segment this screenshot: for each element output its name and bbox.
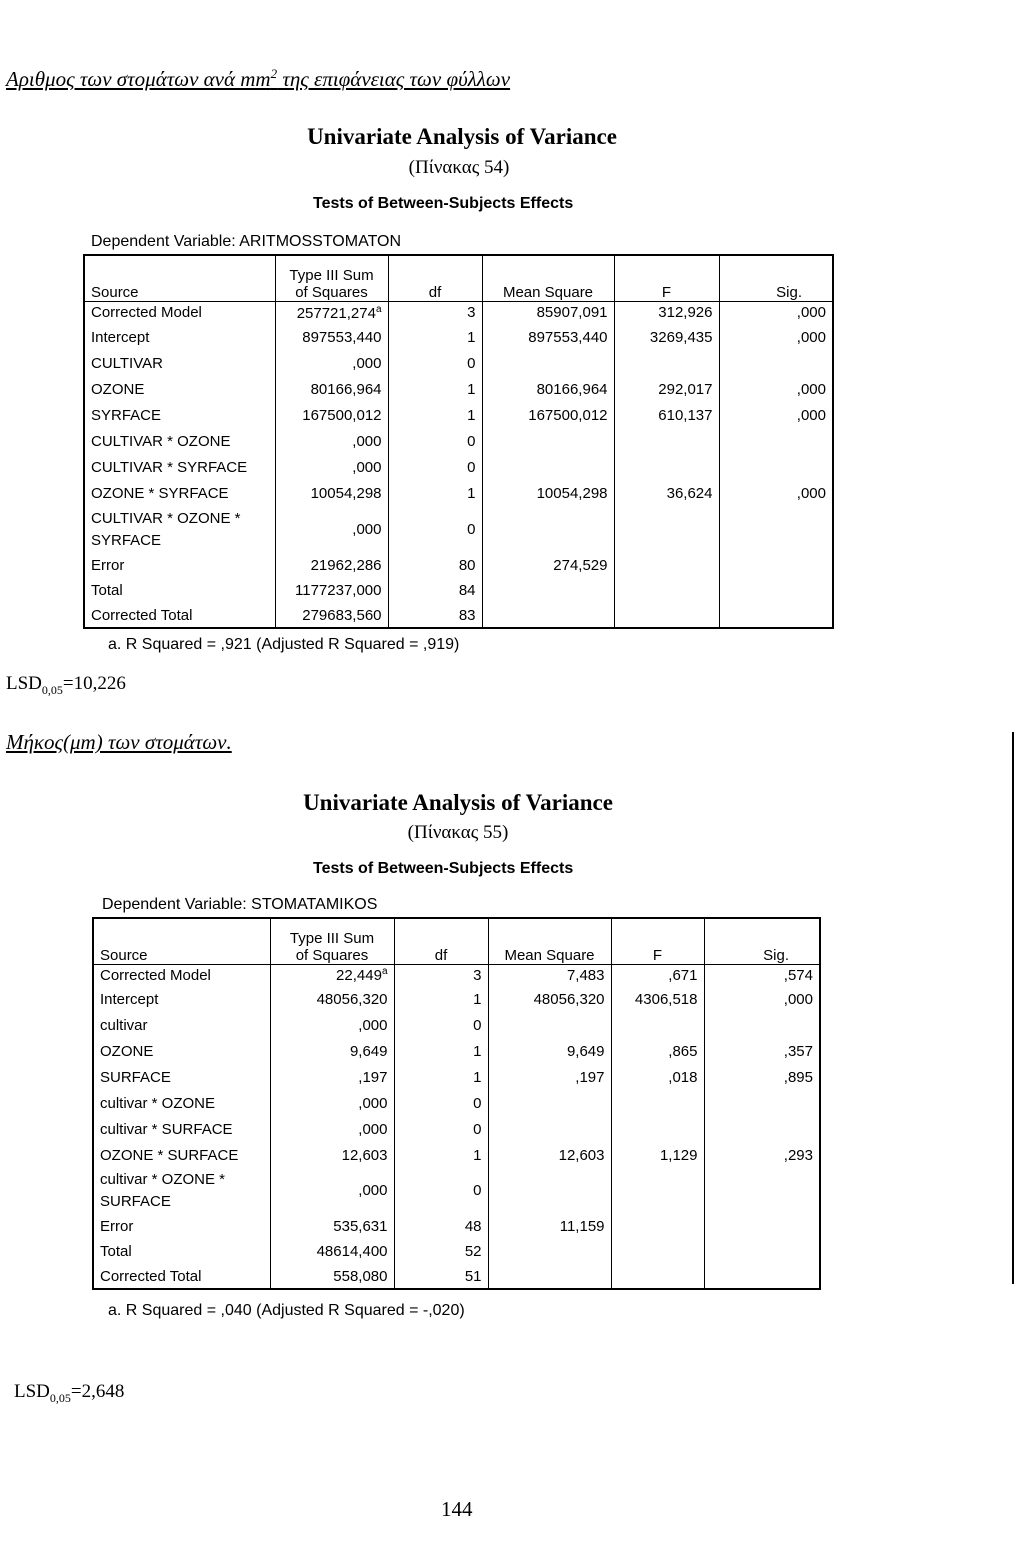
cell-sum-of-squares — [270, 1142, 394, 1168]
table-row — [93, 1239, 820, 1264]
cell-source: OZONE * SURFACE — [100, 1146, 239, 1164]
table54-title: Univariate Analysis of Variance — [307, 124, 617, 149]
header-f: F — [611, 918, 704, 964]
cell-ss-value: 257721,274 — [296, 304, 376, 322]
cell-sig: ,000 — [796, 328, 826, 346]
cell-mean-square: 897553,440 — [482, 324, 614, 350]
cell-sum-of-squares — [270, 1213, 394, 1239]
cell-sig: ,000 — [796, 304, 826, 322]
cell-df: 48 — [394, 1213, 488, 1239]
cell-f: ,865 — [611, 1038, 704, 1064]
cell-source: Intercept — [100, 990, 159, 1008]
cell-df: 0 — [388, 350, 482, 376]
cell-mean-square: 11,159 — [488, 1213, 611, 1239]
cell-mean-square — [488, 1116, 611, 1142]
header-source: Source — [100, 946, 148, 964]
cell-mean-square — [488, 1168, 611, 1213]
cell-ss-value: 9,649 — [349, 1042, 388, 1060]
header-ss-line2: of Squares — [295, 946, 369, 964]
cell-df: 1 — [388, 376, 482, 402]
table-row — [93, 1116, 820, 1142]
cell-mean-square: 274,529 — [482, 552, 614, 578]
table-row — [84, 402, 833, 428]
cell-df: 1 — [394, 1038, 488, 1064]
table-row — [84, 454, 833, 480]
table-row — [84, 603, 833, 628]
table-row — [93, 964, 820, 986]
footnote-mark: a. — [108, 636, 122, 653]
cell-sig: ,293 — [783, 1146, 813, 1164]
cell-sig — [719, 454, 833, 480]
table55-subtitle: (Πίνακας 55) — [407, 822, 509, 843]
cell-df: 0 — [388, 454, 482, 480]
scan-edge-line — [1012, 732, 1014, 1284]
section-heading-stomata-length: Μήκος(μm) των στομάτων. — [6, 730, 232, 754]
cell-mean-square — [482, 507, 614, 552]
cell-sum-of-squares — [270, 986, 394, 1012]
lsd-prefix: LSD — [14, 1381, 50, 1402]
cell-source: Total — [100, 1243, 132, 1260]
cell-source: OZONE — [100, 1042, 154, 1060]
cell-mean-square: 7,483 — [488, 964, 611, 986]
cell-f: 610,137 — [614, 402, 719, 428]
cell-source: Error — [91, 556, 125, 574]
cell-sig — [704, 1116, 820, 1142]
cell-f: ,671 — [611, 964, 704, 986]
table-row — [93, 986, 820, 1012]
cell-mean-square — [482, 428, 614, 454]
cell-mean-square: ,197 — [488, 1064, 611, 1090]
cell-f — [614, 507, 719, 552]
cell-sig — [704, 1012, 820, 1038]
cell-f — [611, 1213, 704, 1239]
table-row — [93, 1012, 820, 1038]
table-row — [93, 1168, 820, 1213]
table55-title: Univariate Analysis of Variance — [303, 790, 613, 815]
table-row — [84, 552, 833, 578]
table-row — [93, 1213, 820, 1239]
lsd-value: =2,648 — [70, 1381, 125, 1402]
cell-df: 1 — [388, 324, 482, 350]
cell-source-line1: CULTIVAR * OZONE * — [91, 509, 241, 527]
cell-mean-square — [488, 1012, 611, 1038]
header-df: df — [388, 255, 482, 301]
cell-ss-value: 48056,320 — [316, 990, 388, 1008]
cell-df: 1 — [394, 1064, 488, 1090]
cell-ss-value: 12,603 — [341, 1146, 388, 1164]
cell-ss-value: 48614,400 — [316, 1243, 388, 1260]
header-sig: Sig. — [763, 946, 789, 964]
cell-ss-value: ,000 — [352, 432, 382, 450]
cell-sum-of-squares — [275, 301, 388, 324]
cell-f: 292,017 — [614, 376, 719, 402]
cell-source: OZONE * SYRFACE — [91, 485, 229, 502]
heading-superscript: 2 — [270, 66, 278, 81]
cell-ss-value: ,000 — [358, 1016, 388, 1034]
cell-f — [611, 1168, 704, 1213]
cell-source: SURFACE — [100, 1068, 171, 1086]
cell-df: 80 — [388, 552, 482, 578]
cell-ss-footnote-marker: a — [375, 303, 382, 315]
cell-source: Corrected Total — [100, 1267, 202, 1285]
table-row — [84, 324, 833, 350]
cell-sig — [704, 1239, 820, 1264]
cell-df: 0 — [394, 1012, 488, 1038]
cell-mean-square — [482, 454, 614, 480]
cell-sum-of-squares — [270, 1012, 394, 1038]
header-ss-line1: Type III Sum — [289, 929, 375, 947]
cell-source: Corrected Model — [100, 966, 211, 984]
cell-sum-of-squares — [270, 1038, 394, 1064]
cell-mean-square: 48056,320 — [488, 986, 611, 1012]
table54-dependent-variable: Dependent Variable: ARITMOSSTOMATON — [91, 233, 402, 250]
cell-f — [611, 1012, 704, 1038]
cell-ss-value: 80166,964 — [310, 380, 382, 398]
cell-source: Corrected Model — [91, 304, 202, 322]
cell-f — [611, 1116, 704, 1142]
table54-body — [84, 301, 833, 628]
cell-ss-value: ,000 — [352, 521, 382, 538]
table-row — [84, 301, 833, 324]
cell-sig — [719, 507, 833, 552]
header-sig: Sig. — [776, 283, 802, 301]
cell-sum-of-squares — [275, 480, 388, 507]
cell-sig — [704, 1213, 820, 1239]
cell-f — [611, 1239, 704, 1264]
cell-mean-square: 9,649 — [488, 1038, 611, 1064]
cell-sum-of-squares — [275, 428, 388, 454]
table55-body — [93, 964, 820, 1289]
lsd-prefix: LSD — [6, 673, 42, 694]
cell-ss-value: ,197 — [358, 1068, 388, 1086]
section-heading-stomata-count — [6, 66, 510, 92]
cell-source-line2: SURFACE — [100, 1192, 171, 1210]
cell-f: ,018 — [611, 1064, 704, 1090]
cell-sig: ,000 — [796, 485, 826, 502]
cell-sum-of-squares — [270, 1064, 394, 1090]
cell-source: cultivar — [100, 1016, 148, 1034]
table-row — [93, 1142, 820, 1168]
cell-source: Total — [91, 582, 123, 599]
cell-mean-square — [482, 603, 614, 628]
cell-ss-footnote-marker: a — [381, 966, 388, 978]
heading-text: Αριθμος των στομάτων ανά mm — [6, 67, 271, 91]
cell-source — [84, 507, 275, 552]
cell-sum-of-squares — [275, 402, 388, 428]
cell-ss-value: ,000 — [358, 1120, 388, 1138]
footnote-text: R Squared = ,040 (Adjusted R Squared = -,020) — [125, 1302, 465, 1319]
header-sum-of-squares — [270, 918, 394, 964]
lsd-subscript: 0,05 — [41, 682, 63, 697]
cell-ss-value: ,000 — [352, 458, 382, 476]
cell-ss-value: 22,449 — [336, 967, 382, 985]
cell-df: 0 — [388, 428, 482, 454]
table-row — [84, 428, 833, 454]
cell-mean-square: 80166,964 — [482, 376, 614, 402]
cell-ss-value: 897553,440 — [302, 328, 382, 346]
cell-f: 312,926 — [614, 301, 719, 324]
cell-sum-of-squares — [275, 578, 388, 603]
header-df: df — [394, 918, 488, 964]
footnote-mark: a. — [108, 1302, 122, 1319]
table-row — [93, 1090, 820, 1116]
cell-df: 1 — [388, 480, 482, 507]
cell-source-line2: SYRFACE — [91, 531, 162, 549]
table-row — [84, 507, 833, 552]
table55-container — [92, 917, 821, 1290]
cell-source — [93, 1168, 270, 1213]
cell-f — [614, 603, 719, 628]
cell-sig: ,895 — [783, 1068, 813, 1086]
cell-mean-square: 10054,298 — [482, 480, 614, 507]
cell-sig — [704, 1264, 820, 1289]
cell-source: Corrected Total — [91, 606, 193, 624]
cell-df: 3 — [388, 301, 482, 324]
cell-ss-value: 167500,012 — [302, 406, 382, 424]
table-row — [93, 1264, 820, 1289]
cell-sig: ,000 — [796, 406, 826, 424]
cell-source: OZONE — [91, 380, 145, 398]
cell-source: CULTIVAR * SYRFACE — [91, 458, 248, 476]
cell-source: cultivar * OZONE — [100, 1094, 216, 1112]
table55-tests-title: Tests of Between-Subjects Effects — [313, 860, 574, 877]
cell-mean-square: 12,603 — [488, 1142, 611, 1168]
cell-mean-square: 167500,012 — [482, 402, 614, 428]
cell-sig — [719, 552, 833, 578]
cell-f — [614, 552, 719, 578]
table54-container — [83, 254, 834, 629]
header-source: Source — [91, 283, 139, 301]
cell-ss-value: 21962,286 — [310, 556, 382, 574]
cell-df: 1 — [394, 986, 488, 1012]
header-f: F — [614, 255, 719, 301]
cell-sum-of-squares — [275, 552, 388, 578]
cell-sum-of-squares — [275, 324, 388, 350]
table-row — [84, 578, 833, 603]
cell-sig: ,357 — [783, 1042, 813, 1060]
cell-f — [611, 1090, 704, 1116]
header-sum-of-squares — [275, 255, 388, 301]
cell-df: 0 — [394, 1168, 488, 1213]
cell-sum-of-squares — [275, 350, 388, 376]
table-row — [93, 1064, 820, 1090]
cell-sum-of-squares — [270, 1116, 394, 1142]
cell-ss-value: 558,080 — [333, 1267, 388, 1285]
table55-header-row — [93, 918, 820, 964]
cell-df: 0 — [394, 1090, 488, 1116]
cell-source: Intercept — [91, 328, 150, 346]
cell-source-line1: cultivar * OZONE * — [100, 1170, 226, 1188]
cell-f — [614, 454, 719, 480]
cell-sum-of-squares — [275, 376, 388, 402]
cell-sum-of-squares — [275, 454, 388, 480]
cell-df: 1 — [394, 1142, 488, 1168]
cell-sig — [719, 350, 833, 376]
header-mean-square: Mean Square — [482, 255, 614, 301]
cell-f: 3269,435 — [614, 324, 719, 350]
cell-sum-of-squares — [270, 1239, 394, 1264]
header-ss-line2: of Squares — [295, 283, 368, 301]
table55-dependent-variable: Dependent Variable: STOMATAMIKOS — [102, 896, 378, 913]
cell-mean-square — [482, 350, 614, 376]
cell-source: CULTIVAR * OZONE — [91, 432, 231, 450]
cell-f — [614, 350, 719, 376]
cell-sig — [719, 578, 833, 603]
cell-mean-square — [488, 1239, 611, 1264]
page-number: 144 — [441, 1497, 473, 1521]
cell-f: 1,129 — [611, 1142, 704, 1168]
cell-sig — [719, 428, 833, 454]
cell-sig — [719, 603, 833, 628]
cell-sig — [704, 1090, 820, 1116]
lsd-subscript: 0,05 — [49, 1390, 71, 1405]
header-ss-line1: Type III Sum — [289, 266, 374, 284]
cell-source: CULTIVAR — [91, 354, 163, 372]
cell-df: 3 — [394, 964, 488, 986]
table55-lsd — [14, 1381, 124, 1406]
cell-mean-square — [482, 578, 614, 603]
cell-df: 0 — [388, 507, 482, 552]
table-row — [84, 376, 833, 402]
cell-df: 0 — [394, 1116, 488, 1142]
cell-mean-square — [488, 1264, 611, 1289]
table54 — [83, 254, 834, 629]
cell-f: 4306,518 — [611, 986, 704, 1012]
cell-ss-value: 279683,560 — [302, 606, 382, 624]
heading-text-rest: της επιφάνειας των φύλλων — [277, 67, 511, 91]
cell-sig: ,000 — [796, 380, 826, 398]
cell-df: 84 — [388, 578, 482, 603]
table-row — [84, 480, 833, 507]
cell-df: 52 — [394, 1239, 488, 1264]
table-row — [93, 1038, 820, 1064]
cell-ss-value: 1177237,000 — [295, 582, 382, 599]
cell-ss-value: ,000 — [352, 354, 382, 372]
table54-tests-title: Tests of Between-Subjects Effects — [313, 195, 574, 212]
table54-subtitle: (Πίνακας 54) — [408, 157, 510, 178]
cell-sig — [704, 1168, 820, 1213]
cell-source: Error — [100, 1217, 134, 1235]
cell-sig: ,000 — [783, 990, 813, 1008]
cell-f — [614, 428, 719, 454]
cell-mean-square — [488, 1090, 611, 1116]
cell-mean-square: 85907,091 — [482, 301, 614, 324]
table55-footnote — [108, 1302, 465, 1320]
cell-source: cultivar * SURFACE — [100, 1120, 233, 1138]
cell-f — [611, 1264, 704, 1289]
cell-f — [614, 578, 719, 603]
table-row — [84, 350, 833, 376]
cell-ss-value: ,000 — [358, 1094, 388, 1112]
table54-lsd — [6, 673, 126, 698]
cell-ss-value: 535,631 — [333, 1217, 388, 1235]
cell-sum-of-squares — [270, 1090, 394, 1116]
lsd-value: =10,226 — [62, 673, 126, 694]
table54-footnote — [108, 636, 459, 654]
cell-sum-of-squares — [270, 964, 394, 986]
cell-df: 51 — [394, 1264, 488, 1289]
cell-sum-of-squares — [275, 603, 388, 628]
cell-df: 83 — [388, 603, 482, 628]
cell-f: 36,624 — [614, 480, 719, 507]
header-mean-square: Mean Square — [488, 918, 611, 964]
cell-source: SYRFACE — [91, 406, 162, 424]
cell-sum-of-squares — [275, 507, 388, 552]
table55 — [92, 917, 821, 1290]
cell-df: 1 — [388, 402, 482, 428]
cell-ss-value: ,000 — [358, 1182, 388, 1199]
footnote-text: R Squared = ,921 (Adjusted R Squared = ,919) — [125, 636, 460, 653]
cell-sum-of-squares — [270, 1264, 394, 1289]
table54-header-row — [84, 255, 833, 301]
cell-sum-of-squares — [270, 1168, 394, 1213]
cell-ss-value: 10054,298 — [310, 485, 382, 502]
cell-sig: ,574 — [783, 966, 813, 984]
